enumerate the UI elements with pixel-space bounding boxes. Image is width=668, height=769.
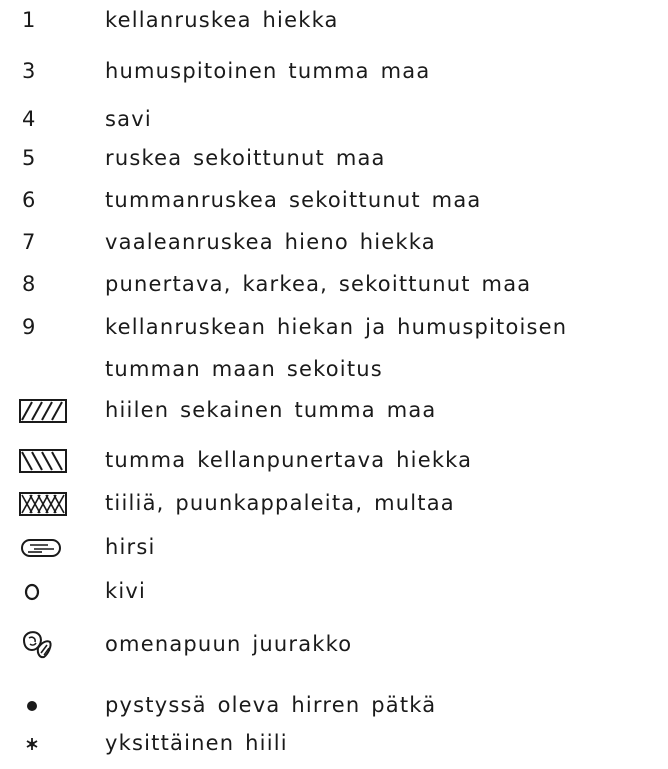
legend-label: hiilen sekainen tumma maa (105, 398, 437, 422)
back-diagonal-hatch-icon (18, 448, 70, 474)
filled-dot-icon (18, 693, 70, 719)
legend-code: 3 (22, 59, 36, 83)
legend-label: punertava, karkea, sekoittunut maa (105, 272, 532, 296)
legend-code: 6 (22, 188, 36, 212)
legend-label: tumma kellanpunertava hiekka (105, 448, 473, 472)
root-icon (18, 626, 70, 660)
legend-row-9 (0, 313, 668, 353)
legend-label: kivi (105, 579, 147, 603)
legend-label: ruskea sekoittunut maa (105, 146, 386, 170)
legend-row-upright-log-stub (0, 691, 668, 731)
legend-row-9-continued (0, 355, 668, 395)
cross-hatch-icon (18, 491, 70, 517)
legend-label: hirsi (105, 535, 156, 559)
legend-row-8 (0, 270, 668, 310)
legend-code: 7 (22, 230, 36, 254)
legend-row-root (0, 630, 668, 670)
charcoal-asterisk-icon (18, 731, 70, 757)
legend-label: tiiliä, puunkappaleita, multaa (105, 491, 455, 515)
legend-label: kellanruskean hiekan ja humuspitoisen (105, 315, 568, 339)
legend-row-1 (0, 6, 668, 46)
legend-code: 8 (22, 272, 36, 296)
stone-icon (18, 579, 70, 605)
legend-label-continuation: tumman maan sekoitus (105, 357, 383, 381)
legend-row-6 (0, 186, 668, 226)
legend-label: yksittäinen hiili (105, 731, 288, 755)
legend-code: 4 (22, 107, 36, 131)
legend-row-stone (0, 577, 668, 617)
legend-row-log (0, 533, 668, 573)
legend-label: vaaleanruskea hieno hiekka (105, 230, 436, 254)
legend-label: humuspitoinen tumma maa (105, 59, 431, 83)
legend-code: 5 (22, 146, 36, 170)
legend-code: 1 (22, 8, 36, 32)
legend-label: savi (105, 107, 152, 131)
legend-code: 9 (22, 315, 36, 339)
legend-label: pystyssä oleva hirren pätkä (105, 693, 437, 717)
legend-label: kellanruskea hiekka (105, 8, 339, 32)
diagonal-hatch-icon (18, 398, 70, 424)
legend-label: tummanruskea sekoittunut maa (105, 188, 482, 212)
legend-row-cross-hatch (0, 489, 668, 529)
legend-label: omenapuun juurakko (105, 632, 353, 656)
legend-row-5 (0, 144, 668, 184)
legend-row-single-charcoal (0, 729, 668, 769)
legend-row-7 (0, 228, 668, 268)
legend-row-3 (0, 57, 668, 97)
legend-row-back-diagonal-hatch (0, 446, 668, 486)
log-icon (18, 535, 70, 561)
legend-row-4 (0, 105, 668, 145)
legend-row-diagonal-hatch (0, 396, 668, 436)
